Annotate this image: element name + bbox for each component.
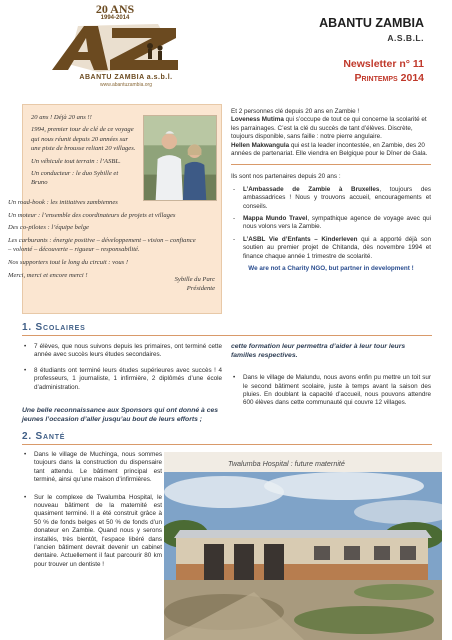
intro-line: Un road-book : les initiatives zambiennes (8, 199, 118, 206)
list-item (22, 367, 222, 392)
intro-text-top (31, 113, 136, 191)
newsletter-number: Newsletter n° 11 (343, 58, 424, 70)
section-number: 2. (22, 431, 32, 442)
dash-bullet: - (233, 235, 236, 243)
intro-line: Un conducteur : le duo Sybille et Bruno (31, 170, 119, 187)
person-description: qui s’occupe de tout ce qui concerne la scolarité et les parrainages. C’est la clé du succès de tant d’élèves. Discrète, toujours disponible, sans faille : notre pierre angulaire. (231, 116, 427, 141)
logo-url: www.abantuzambia.org (100, 82, 152, 88)
section-title: Santé (35, 431, 66, 442)
hospital-photo-box (164, 452, 442, 640)
partner-name: L’ASBL Vie d’Enfants – Kinderleven (243, 235, 358, 243)
section-number: 1. (22, 322, 32, 333)
section-title: Scolaires (35, 322, 86, 333)
sponsor-quote: Une belle reconnaissance aux Sponsors qui ont donné à ces jeunes l’occasion d’aller jusqu’au bout de leurs efforts ; (22, 407, 219, 423)
partner-description: , toujours des ambassadrices ! Nous y trouvons accueil, encouragements et conseils. (243, 185, 431, 210)
hospital-photo (164, 472, 442, 640)
signature-name: Sybille du Parc (174, 276, 215, 283)
right-intro-column (231, 108, 431, 274)
person-description: qui est la leader incontestée, en Zambie, des 20 années de partenariat. Elle viendra en Belgique pour le Dîner de Gala. (231, 141, 428, 158)
intro-line: Des co-pilotes : l’équipe belge (8, 224, 89, 232)
partners-intro: Ils sont nos partenaires depuis 20 ans : (231, 173, 341, 181)
intro-line: Les carburants : énergie positive – développement – vision – confiance – volonté – découverte – rigueur – responsabilité. (8, 236, 196, 254)
bullet-dot: • (24, 451, 27, 458)
divider (231, 164, 431, 165)
partner-name: L’Ambassade de Zambie à Bruxelles (243, 185, 380, 193)
list-item-text: 8 étudiants ont terminé leurs études supérieures avec succès ! 4 professeurs, 1 journaliste, 1 infirmière, 2 diplômés d’une école d’administration. (34, 366, 222, 391)
list-item (231, 374, 431, 408)
photo-caption: Twalumba Hospital : future maternité (228, 459, 345, 468)
signature-role: Présidente (186, 285, 215, 292)
intro-line: Merci, merci et encore merci ! (8, 271, 88, 279)
intro-line: 1994, premier tour de clé de ce voyage qui nous réunit depuis 20 années sur une piste de brousse reliant 20 villages. (31, 126, 136, 153)
section-heading-scolaires (22, 322, 432, 336)
partner-item (231, 186, 431, 211)
list-item (22, 451, 162, 485)
logo-years: 1994-2014 (100, 15, 130, 21)
list-item-text: Dans le village de Malundu, nous avons enfin pu mettre un toit sur le second bâtiment scolaire, juste à temps avant la saison des pluies. En doublant la capacité d’accueil, nous pouvons attendre 600 élèves dans cette communauté qui couvre 12 villages. (243, 374, 431, 407)
sponsor-quote-continued: cette formation leur permettra d’aider à leur tour leurs familles respectives. (231, 343, 406, 359)
bullet-dot: • (24, 493, 27, 501)
section-heading-sante (22, 431, 432, 445)
org-type: A.S.B.L. (387, 33, 424, 43)
list-item-text: Dans le village de Muchinga, nous sommes toujours dans la construction du dispensaire tant attendu. Le bâtiment principal est terminé, ainsi qu’une maison d’infirmières. (34, 451, 162, 484)
partner-item (231, 215, 431, 232)
logo-name: ABANTU ZAMBIA a.s.b.l. (79, 74, 173, 81)
section1-right (231, 343, 431, 415)
logo-anniversary: 20 ANS (95, 2, 135, 16)
intro-line: Nos supporters tout le long du circuit : vous ! (8, 258, 129, 266)
org-name: ABANTU ZAMBIA (319, 16, 424, 30)
section1-left (22, 343, 222, 399)
bullet-dot: • (233, 374, 236, 382)
logo (38, 4, 188, 90)
founders-photo (143, 115, 217, 201)
bullet-dot: • (24, 366, 27, 374)
partner-description: , sympathique agence de voyage avec qui nous volons vers la Zambie. (243, 215, 432, 231)
intro-line: Un moteur : l’ensemble des coordinateurs de projets et villages (8, 211, 176, 219)
charity-statement: We are not a Charity NGO, but partner in development ! (248, 265, 414, 273)
partner-description: qui a apporté déjà son soutien au premier projet de Chitanda, dès novembre 1994 et finance chaque année 1 trimestre de scolarité. (243, 235, 431, 260)
person-name: Loveness Mutima (231, 116, 284, 124)
partner-item (231, 236, 431, 261)
list-item (22, 343, 222, 360)
intro-line: Un véhicule tout terrain : l’ASBL. (31, 157, 121, 165)
bullet-dot: • (24, 343, 27, 350)
section2-left (22, 451, 162, 578)
logo-az-emblem (38, 20, 188, 76)
list-item-text: 7 élèves, que nous suivons depuis les primaires, ont terminé cette année avec succès leurs études secondaires. (34, 343, 222, 359)
key-people-intro: Et 2 personnes clé depuis 20 ans en Zambie ! (231, 108, 360, 115)
intro-line: 20 ans ! Déjà 20 ans !! (31, 114, 92, 121)
intro-text-bottom (8, 198, 196, 283)
list-item-text: Sur le complexe de Twalumba Hospital, le nouveau bâtiment de la maternité est quasiment terminé. Il a été construit grâce à 50 % de fonds belges et 50 % de fonds d’un donateur en Zambie. Quand nous y serons installés, très bientôt, l’espace libéré dans l’ancien bâtiment devrait devenir un cabinet dentaire. Actuellement il faut parcourir 80 km pour trouver un dentiste ! (34, 493, 162, 568)
person-name: Hellen Makwangula (231, 141, 290, 149)
dash-bullet: - (233, 215, 236, 223)
partner-name: Mappa Mundo Travel (243, 215, 308, 223)
dash-bullet: - (233, 185, 236, 193)
list-item (22, 494, 162, 570)
newsletter-season: Printemps 2014 (354, 72, 424, 84)
